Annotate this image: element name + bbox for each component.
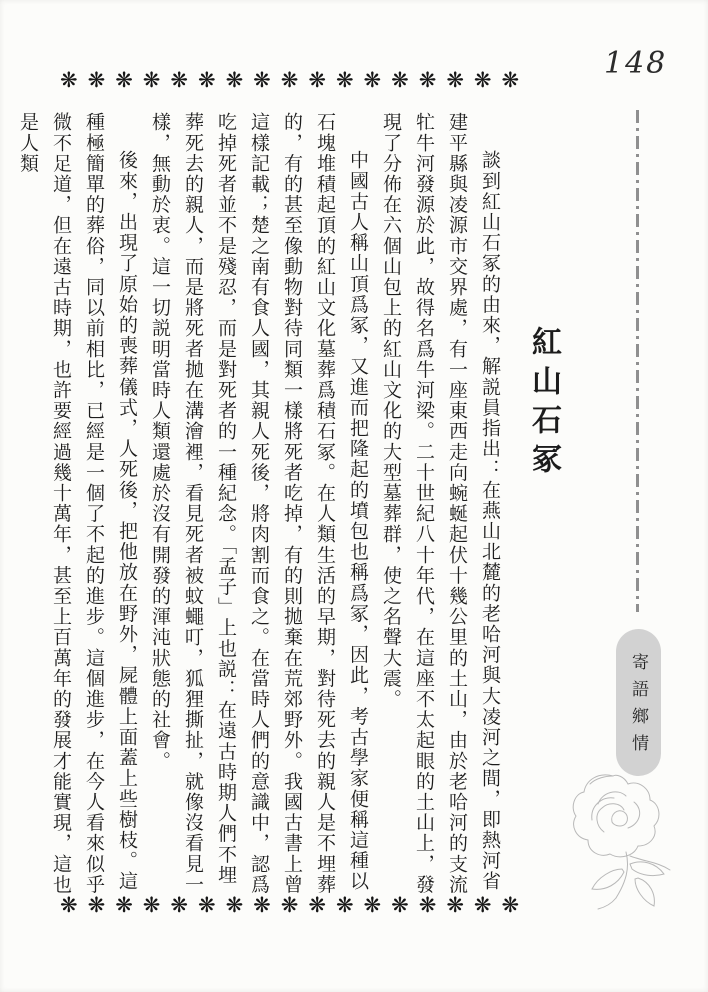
dash-dot-divider (636, 110, 639, 612)
ornament-border-bottom: ❋❋❋❋❋❋❋❋❋❋❋❋❋❋❋❋❋ (60, 893, 530, 917)
article-paragraph-3: 後來，出現了原始的喪葬儀式，人死後，把他放在野外，屍體上面蓋上些樹枝。這種極簡單的葬俗，同以前相比，已經是一個了不起的進步。這個進步，在今人看來似乎微不足道，但在遠古時期，也許要經過幾十萬年，甚至上百萬年的發展才能實現，這也是人類 (17, 112, 138, 895)
article-title: 紅山石冢 (526, 326, 561, 482)
article-body (11, 112, 578, 896)
section-tab-label: 寄語鄉情 (628, 652, 648, 761)
article-paragraph-1: 談到紅山石冢的由來，解説員指出：在燕山北麓的老哈河與大凌河之間，即熱河省建平縣與凌源市交界處，有一座東西走向蜿蜒起伏十幾公里的土山，由於老哈河的支流牤牛河發源於此，故得名爲牛河梁。二十世紀八十年代，在這座不太起眼的土山上，發現了分佈在六個山包上的紅山文化的大型墓葬群，使之名聲大震。 (380, 112, 501, 895)
section-tab (616, 629, 661, 776)
article-paragraph-2: 中國古人稱山頂爲冢，又進而把隆起的墳包也稱爲冢，因此，考古學家便稱這種以石塊堆積起頂的紅山文化墓葬爲積石冢。在人類生活的早期，對待死去的親人是不埋葬的，有的甚至像動物對待同類一樣將死者吃掉，有的則拋棄在荒郊野外。我國古書上曾這樣記載；楚之南有食人國，其親人死後，將肉割而食之。在當時人們的意識中，認爲吃掉死者並不是殘忍，而是對死者的一種紀念。「孟子」上也説：在遠古時期人們不埋葬死去的親人，而是將死者拋在溝澮裡，看見死者被蚊蠅叮，狐狸撕扯，就像沒看見一樣，無動於衷。這一切説明當時人類還處於沒有開發的渾沌狀態的社會。 (149, 112, 369, 895)
peony-flower-icon (568, 764, 686, 912)
ornament-border-top: ❋❋❋❋❋❋❋❋❋❋❋❋❋❋❋❋❋ (60, 68, 530, 92)
page-number: 148 (604, 46, 668, 81)
